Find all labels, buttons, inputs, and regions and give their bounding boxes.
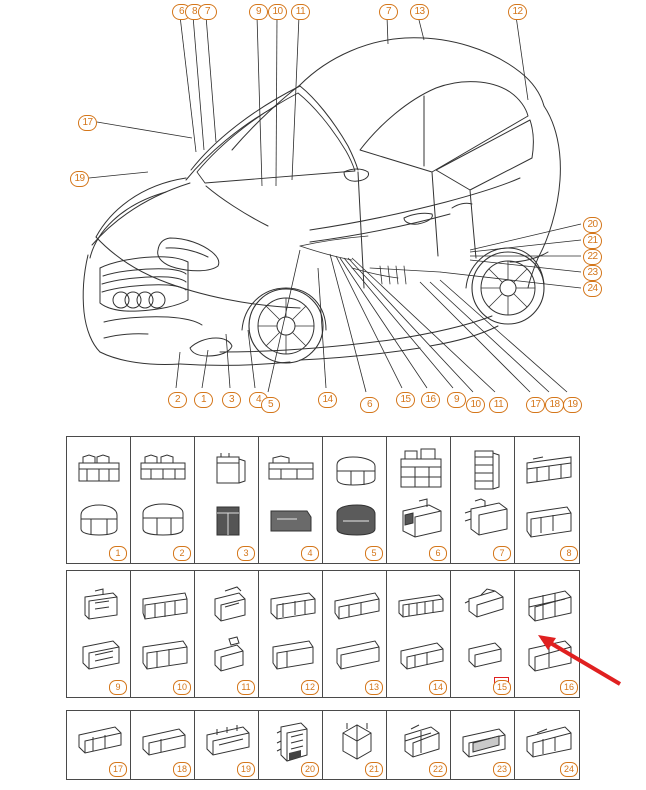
cell-number-24: 24 bbox=[560, 762, 578, 777]
connector-cell-2[interactable] bbox=[131, 437, 195, 563]
connector-slim-grey-2-icon bbox=[75, 721, 125, 761]
callout-20-right[interactable]: 20 bbox=[583, 217, 602, 233]
connector-square-alt-icon bbox=[77, 633, 125, 675]
cell-number-9: 9 bbox=[109, 680, 127, 695]
callout-5-bottom[interactable]: 5 bbox=[261, 397, 280, 413]
callout-19-bottom[interactable]: 19 bbox=[563, 397, 582, 413]
connector-cell-6[interactable] bbox=[387, 437, 451, 563]
callout-6-bottom[interactable]: 6 bbox=[360, 397, 379, 413]
callout-6-top[interactable]: 6 bbox=[172, 4, 191, 20]
connector-vent-top-icon bbox=[203, 721, 253, 761]
red-arrow bbox=[500, 622, 630, 692]
cell-number-4: 4 bbox=[301, 546, 319, 561]
connector-cell-13[interactable] bbox=[323, 571, 387, 697]
connector-cell-20[interactable] bbox=[259, 711, 323, 779]
callout-17-bottom[interactable]: 17 bbox=[526, 397, 545, 413]
connector-cell-9[interactable] bbox=[67, 571, 131, 697]
callout-11-top[interactable]: 11 bbox=[291, 4, 310, 20]
cell-number-5: 5 bbox=[365, 546, 383, 561]
callout-7-top[interactable]: 7 bbox=[198, 4, 217, 20]
connector-ribbed-strip-icon bbox=[395, 589, 447, 625]
connector-block-dark-icon bbox=[209, 499, 249, 541]
connector-long-shell-icon bbox=[331, 633, 383, 675]
callout-3-bottom[interactable]: 3 bbox=[222, 392, 241, 408]
control-module-strip-icon bbox=[465, 445, 505, 493]
bracket-clip-metal-icon bbox=[335, 719, 379, 765]
connector-grey-shell-2-icon bbox=[139, 721, 189, 761]
connector-double-block-icon bbox=[523, 585, 575, 627]
cell-number-6: 6 bbox=[429, 546, 447, 561]
cell-number-23: 23 bbox=[493, 762, 511, 777]
connector-flat-shell-icon bbox=[139, 633, 191, 675]
connector-grey-shell-icon bbox=[267, 499, 317, 541]
connector-table-row-3 bbox=[66, 710, 580, 780]
connector-block-square-icon bbox=[209, 449, 249, 491]
cell-number-13: 13 bbox=[365, 680, 383, 695]
connector-cell-8[interactable] bbox=[515, 437, 581, 563]
cell-number-15: 15 bbox=[493, 680, 511, 695]
callout-2-bottom[interactable]: 2 bbox=[168, 392, 187, 408]
connector-slim-grey-icon bbox=[267, 453, 317, 489]
connector-ribbed-shell-icon bbox=[395, 633, 447, 675]
connector-cell-14[interactable] bbox=[387, 571, 451, 697]
connector-4pin-shell-icon bbox=[139, 499, 189, 541]
connector-cell-5[interactable] bbox=[323, 437, 387, 563]
cell-number-10: 10 bbox=[173, 680, 191, 695]
cell-number-19: 19 bbox=[237, 762, 255, 777]
connector-cell-23[interactable] bbox=[451, 711, 515, 779]
connector-cell-7[interactable] bbox=[451, 437, 515, 563]
callout-13-top[interactable]: 13 bbox=[410, 4, 429, 20]
connector-square-tab-icon bbox=[79, 585, 123, 625]
connector-cell-18[interactable] bbox=[131, 711, 195, 779]
module-clip-icon bbox=[459, 495, 511, 543]
connector-dark-oval-icon bbox=[331, 499, 381, 541]
cell-number-17: 17 bbox=[109, 762, 127, 777]
connector-long-body-icon bbox=[331, 587, 383, 625]
cell-number-22: 22 bbox=[429, 762, 447, 777]
callout-1-bottom[interactable]: 1 bbox=[194, 392, 213, 408]
module-complex-icon bbox=[271, 717, 315, 765]
connector-box-open-icon bbox=[267, 587, 319, 625]
cell-number-1: 1 bbox=[109, 546, 127, 561]
callout-9-top[interactable]: 9 bbox=[249, 4, 268, 20]
callout-10-bottom[interactable]: 10 bbox=[466, 397, 485, 413]
callout-12-top[interactable]: 12 bbox=[508, 4, 527, 20]
callout-9-bottom[interactable]: 9 bbox=[447, 392, 466, 408]
connector-stacked-icon bbox=[397, 719, 445, 765]
cell-number-12: 12 bbox=[301, 680, 319, 695]
connector-wide-multi-icon bbox=[523, 451, 575, 491]
connector-wide-shell-icon bbox=[523, 499, 575, 543]
callout-7-roof[interactable]: 7 bbox=[379, 4, 398, 20]
callout-11-bottom[interactable]: 11 bbox=[489, 397, 508, 413]
connector-3pin-alt-icon bbox=[75, 499, 125, 541]
callout-18-bottom[interactable]: 18 bbox=[545, 397, 564, 413]
relay-module-icon bbox=[395, 497, 447, 543]
callout-19-left[interactable]: 19 bbox=[70, 171, 89, 187]
connector-wide-shell-2-icon bbox=[523, 721, 575, 763]
callout-22-right[interactable]: 22 bbox=[583, 249, 602, 265]
connector-rounded-2pin-icon bbox=[331, 453, 381, 489]
cell-number-18: 18 bbox=[173, 762, 191, 777]
connector-4pin-flat-icon bbox=[139, 451, 189, 489]
connector-cell-10[interactable] bbox=[131, 571, 195, 697]
cell-number-2: 2 bbox=[173, 546, 191, 561]
callout-21-right[interactable]: 21 bbox=[583, 233, 602, 249]
cell-number-8: 8 bbox=[560, 546, 578, 561]
fuse-holder-icon bbox=[459, 723, 509, 763]
connector-3pin-icon bbox=[75, 449, 125, 489]
cell-number-7: 7 bbox=[493, 546, 511, 561]
cell-number-14: 14 bbox=[429, 680, 447, 695]
cell-number-11: 11 bbox=[237, 680, 255, 695]
connector-clip-bracket-icon bbox=[461, 583, 509, 627]
connector-cell-19[interactable] bbox=[195, 711, 259, 779]
callout-14-bottom[interactable]: 14 bbox=[318, 392, 337, 408]
connector-cell-22[interactable] bbox=[387, 711, 451, 779]
connector-box-shell-icon bbox=[267, 633, 319, 675]
connector-cell-11[interactable] bbox=[195, 571, 259, 697]
cell-number-3: 3 bbox=[237, 546, 255, 561]
connector-flat-row-icon bbox=[139, 587, 191, 625]
connector-cell-4[interactable] bbox=[259, 437, 323, 563]
cell-number-16: 16 bbox=[560, 680, 578, 695]
callout-23-right[interactable]: 23 bbox=[583, 265, 602, 281]
callout-4-bottom[interactable]: 4 bbox=[249, 392, 268, 408]
relay-box-multi-icon bbox=[395, 445, 447, 493]
connector-cell-24[interactable] bbox=[515, 711, 581, 779]
connector-cell-17[interactable] bbox=[67, 711, 131, 779]
callout-15-bottom[interactable]: 15 bbox=[396, 392, 415, 408]
callout-10-top[interactable]: 10 bbox=[268, 4, 287, 20]
cell-number-20: 20 bbox=[301, 762, 319, 777]
callout-17-left[interactable]: 17 bbox=[78, 115, 97, 131]
connector-angled-lever-icon bbox=[207, 583, 251, 625]
cell-number-21: 21 bbox=[365, 762, 383, 777]
connector-cell-12[interactable] bbox=[259, 571, 323, 697]
connector-cell-1[interactable] bbox=[67, 437, 131, 563]
connector-table-row-1 bbox=[66, 436, 580, 564]
connector-cell-3[interactable] bbox=[195, 437, 259, 563]
connector-lever-alt-icon bbox=[207, 633, 251, 675]
callout-8-top[interactable]: 8 bbox=[185, 4, 204, 20]
connector-cell-21[interactable] bbox=[323, 711, 387, 779]
callout-16-bottom[interactable]: 16 bbox=[421, 392, 440, 408]
callout-24-right[interactable]: 24 bbox=[583, 281, 602, 297]
